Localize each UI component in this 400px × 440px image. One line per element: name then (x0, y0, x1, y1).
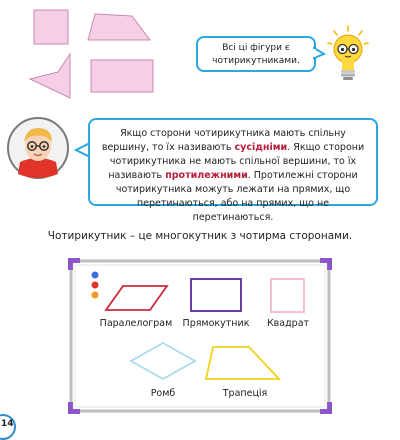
label-rectangle: Прямокутник (182, 318, 250, 329)
explanation-text-1: Якщо сторони чотирикутника мають спільну вершину, то їх називають (101, 128, 346, 153)
rhombus-shape (131, 343, 195, 379)
rectangle-shape (191, 279, 241, 311)
parallelogram-shape (106, 286, 167, 310)
term-adjacent: сусідніми (234, 142, 288, 153)
page-number: 14 (1, 419, 14, 429)
label-rhombus: Ромб (150, 388, 176, 399)
definition-text: Чотирикутник – це многокутник з чотирма сторонами. (47, 230, 353, 242)
trapezoid-shape (206, 347, 279, 379)
label-square: Квадрат (266, 318, 310, 329)
term-opposite: протилежними (165, 170, 248, 181)
explanation-text-3: . Протилежні сторони чотирикутника можуть лежати на прямих, що перетинаються, або на прямих, що не перетинаються. (115, 170, 358, 223)
explanation-text-2: . Якщо сторони чотирикутника не мають спільної вершини, то їх називають (108, 142, 365, 181)
label-parallelogram: Паралелограм (99, 318, 173, 329)
square-shape (271, 279, 304, 312)
top-bubble-text: Всі ці фігури є чотирикутниками. (212, 43, 300, 66)
label-trapezoid: Трапеція (222, 388, 268, 399)
